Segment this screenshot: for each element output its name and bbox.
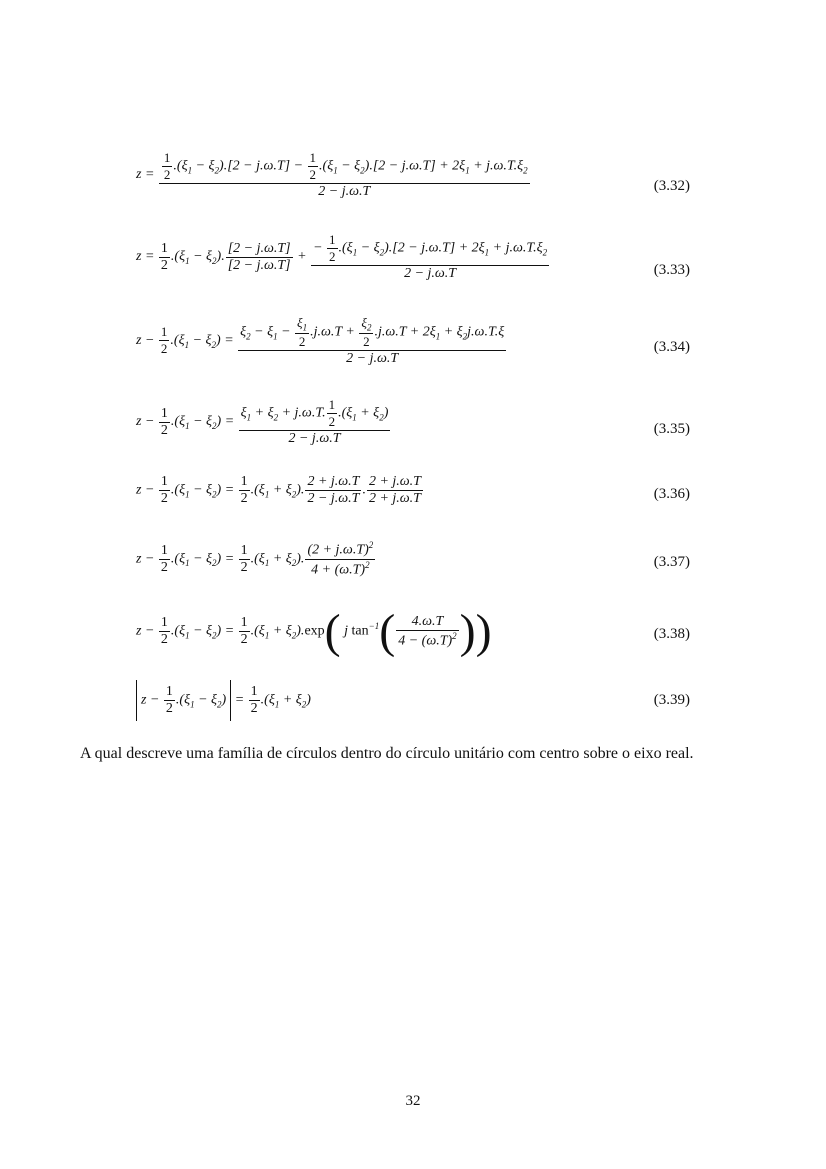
equation-number: (3.33): [653, 262, 690, 278]
equation-number: (3.34): [653, 339, 690, 355]
equation-number: (3.32): [653, 178, 690, 194]
equation-3-34: [130, 315, 690, 373]
equation-number: (3.39): [653, 692, 690, 708]
equation-body: z − $\frac{1}{2}$ $.(\xi_1 - \xi_2)$ = $\xi_1 + \xi_2 + j.\omega.T$. $\frac{1}{2}$ $.(\xi_1 + \xi_2)$ 2 − j.ω.T: [136, 397, 389, 446]
equation-3-37: [130, 540, 690, 590]
equation-body: z − $\frac{1}{2}$ $.(\xi_1 - \xi_2)$ = $\frac{1}{2}$ $.(\xi_1 + \xi_2)$: [136, 680, 311, 721]
equation-3-32: [130, 150, 690, 212]
body-paragraph: A qual descreve uma família de círculos dentro do círculo unitário com centro sobre o eixo real.: [80, 745, 694, 762]
equation-3-33: [130, 232, 690, 296]
equation-body: z = $\frac{1}{2}$ $.(\xi_1 - \xi_2)$. $\frac{[2 - j.\omega.T]}{[2 - j.\omega.T]}$ + − $\frac{1}{2}$ $.(\xi_1 - \xi_2).[2 - j.\omega.T] + 2\xi_1 + j.\omega.T.\xi_2$ 2 − j.ω.T: [136, 232, 548, 281]
equation-body: z − $\frac{1}{2}$ $.(\xi_1 - \xi_2)$ = $\xi_2 - \xi_1$ − $\frac{\xi_1}{2}$ .j.ω.T + $\frac{\xi_2}{2}$ $.j.\omega.T + 2\xi_1 + \xi_2j.\omega.T.\xi$ 2 − j.ω.T: [136, 315, 505, 366]
equation-number: (3.37): [653, 554, 690, 570]
equation-body: z = $\frac{1}{2}$ $.(\xi_1 - \xi_2).[2 - j.\omega.T]$ − $\frac{1}{2}$ $.(\xi_1 - \xi_2).[2 - j.\omega.T] + 2\xi_1 + j.\omega.T.\xi_2$ 2 − j.ω.T: [136, 150, 528, 199]
equation-3-39: [130, 680, 690, 726]
equation-number: (3.36): [653, 486, 690, 502]
equation-number: (3.38): [653, 626, 690, 642]
equation-body: z − $\frac{1}{2}$ $.(\xi_1 - \xi_2)$ = $\frac{1}{2}$ $.(\xi_1 + \xi_2).\exp$( j $\tan^{-1}$( $\frac{4.\omega.T}{4 - (\omega.T)^2}$ )): [136, 605, 492, 658]
equation-3-38: [130, 604, 690, 662]
equation-body: z − $\frac{1}{2}$ $.(\xi_1 - \xi_2)$ = $\frac{1}{2}$ $.(\xi_1 + \xi_2)$. $\frac{2 + j.\omega.T}{2 - j.\omega.T}$ . $\frac{2 + j.\omega.T}{2 + j.\omega.T}$: [136, 474, 421, 506]
page-number: 32: [405, 1093, 421, 1109]
equation-3-35: [130, 397, 690, 455]
equation-number: (3.35): [653, 421, 690, 437]
equation-body: z − $\frac{1}{2}$ $.(\xi_1 - \xi_2)$ = $\frac{1}{2}$ $.(\xi_1 + \xi_2)$. $\frac{(2 + j.\omega.T)^2}{4 + (\omega.T)^2}$: [136, 540, 374, 578]
equation-3-36: [130, 474, 690, 518]
